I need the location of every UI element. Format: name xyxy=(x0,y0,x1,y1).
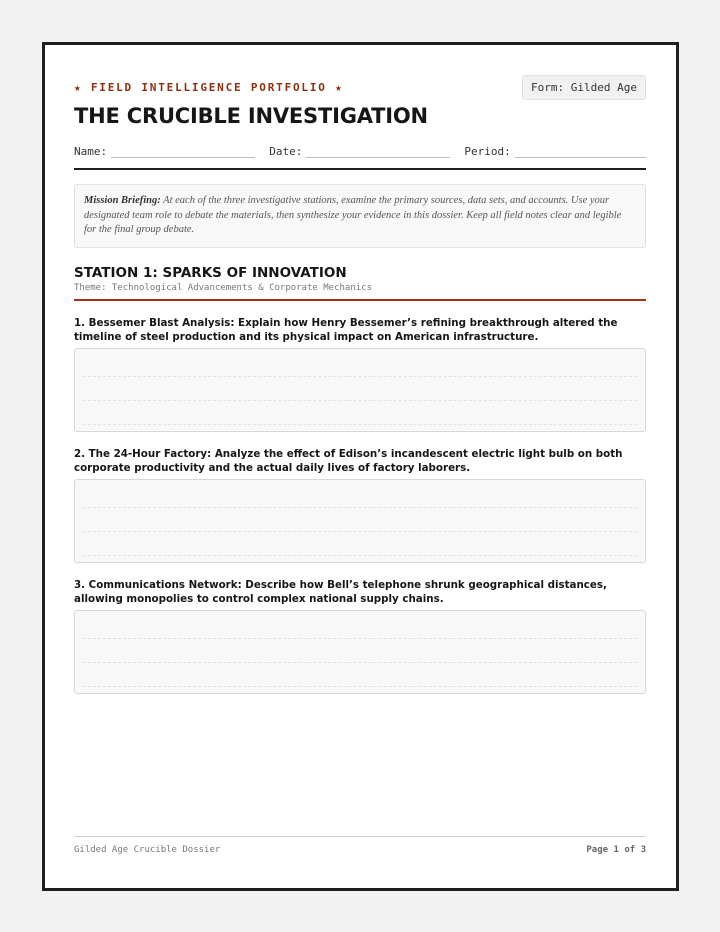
answer-line xyxy=(83,400,637,401)
worksheet-page xyxy=(42,42,679,891)
answer-line xyxy=(83,507,637,508)
answer-box[interactable] xyxy=(74,479,646,563)
briefing-label: Mission Briefing: xyxy=(84,195,161,206)
answer-line xyxy=(83,531,637,532)
page-content xyxy=(74,74,646,859)
header-divider xyxy=(74,168,646,170)
answer-line xyxy=(83,638,637,639)
question-item xyxy=(74,578,646,694)
answer-line xyxy=(83,376,637,377)
mission-briefing xyxy=(74,184,646,248)
answer-box[interactable] xyxy=(74,348,646,432)
answer-line xyxy=(83,424,637,425)
footer-title: Gilded Age Crucible Dossier xyxy=(74,845,221,855)
name-field[interactable] xyxy=(111,145,255,158)
form-badge: Form: Gilded Age xyxy=(522,75,646,100)
question-text: 2. The 24-Hour Factory: Analyze the effect of Edison’s incandescent electric light bulb on both corporate productivity and the actual daily lives of factory laborers. xyxy=(74,447,623,474)
date-field[interactable] xyxy=(306,145,450,158)
period-label: Period: xyxy=(464,145,511,158)
answer-line xyxy=(83,686,637,687)
date-label: Date: xyxy=(269,145,303,158)
student-info-row xyxy=(74,140,646,158)
header-top xyxy=(74,74,646,100)
question-text: 1. Bessemer Blast Analysis: Explain how Henry Bessemer’s refining breakthrough altered the timeline of steel production and its physical impact on American infrastructure. xyxy=(74,316,618,343)
name-label: Name: xyxy=(74,145,108,158)
answer-box[interactable] xyxy=(74,610,646,694)
briefing-text: At each of the three investigative stations, examine the primary sources, data sets, and accounts. Use your designated team role to debate the materials, then synthesize your evidence in this dossier. Keep all field notes clear and legible for the final group debate. xyxy=(84,195,622,235)
question-text: 3. Communications Network: Describe how Bell’s telephone shrunk geographical distances, allowing monopolies to control complex national supply chains. xyxy=(74,578,607,605)
page-title: THE CRUCIBLE INVESTIGATION xyxy=(74,104,428,128)
station-title: STATION 1: SPARKS OF INNOVATION xyxy=(74,264,347,281)
question-item xyxy=(74,316,646,432)
answer-line xyxy=(83,555,637,556)
answer-line xyxy=(83,662,637,663)
period-field[interactable] xyxy=(515,145,646,158)
station-theme: Theme: Technological Advancements & Corporate Mechanics xyxy=(74,282,373,293)
portfolio-kicker: ★ FIELD INTELLIGENCE PORTFOLIO ★ xyxy=(74,80,344,94)
question-item xyxy=(74,447,646,563)
station-divider xyxy=(74,299,646,301)
page-number: Page 1 of 3 xyxy=(586,845,646,855)
page-footer xyxy=(74,836,646,855)
